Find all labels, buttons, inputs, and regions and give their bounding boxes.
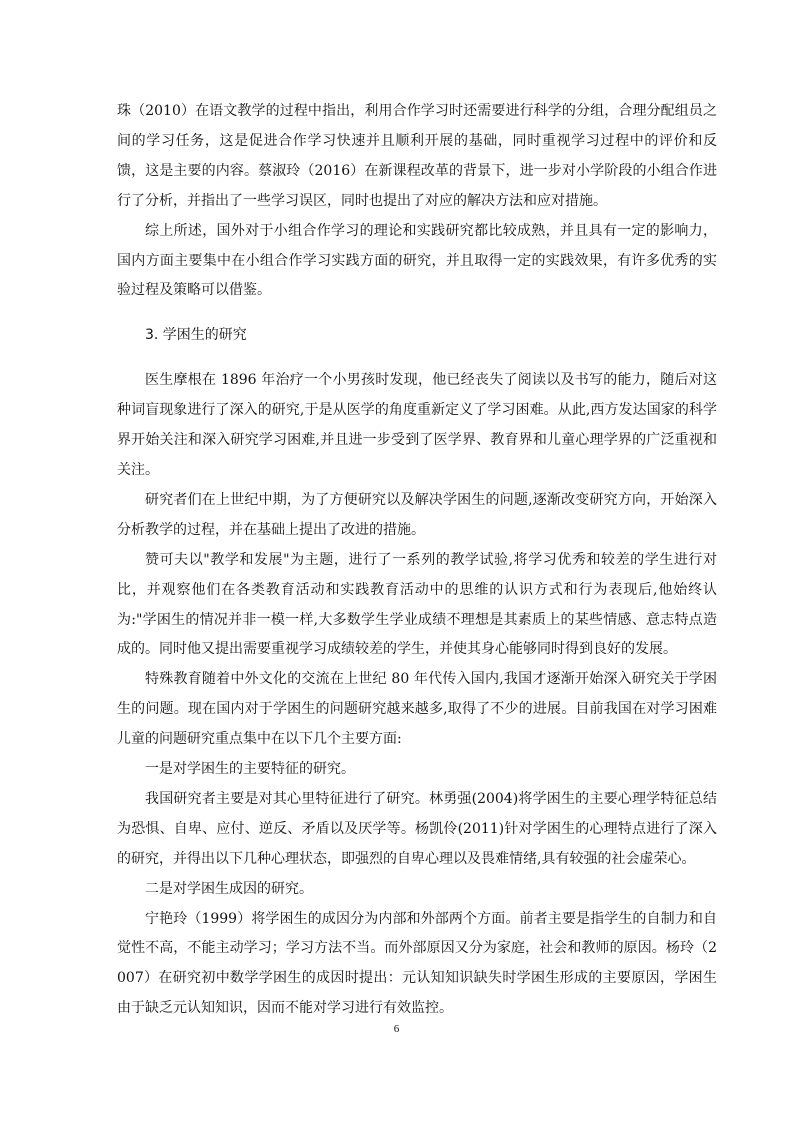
- page-number: 6: [393, 1023, 400, 1035]
- paragraph-point-one: 一是对学困生的主要特征的研究。: [145, 761, 355, 778]
- paragraph-point-two: 二是对学困生成因的研究。: [145, 880, 313, 897]
- paragraph-characteristics: 我国研究者主要是对其心里特征进行了研究。林勇强(2004)将学困生的主要心理学特征总结为恐惧、自卑、应付、逆反、矛盾以及厌学等。杨凯伶(2011)针对学困生的心理特点进行了深入的研究，并得出以下几种心理状态，即强烈的自卑心理以及畏难情绪,具有较强的社会虚荣心。: [117, 790, 717, 867]
- paragraph-special-education: 特殊教育随着中外文化的交流在上世纪 80 年代传入国内,我国才逐渐开始深入研究关于学困生的问题。现在国内对于学困生的问题研究越来越多,取得了不少的进展。目前我国在对学习困难儿童的问题研究重点集中在以下几个主要方面:: [117, 671, 717, 748]
- paragraph-summary: 综上所述，国外对于小组合作学习的理论和实践研究都比较成熟，并且具有一定的影响力，国内方面主要集中在小组合作学习实践方面的研究，并且取得一定的实践效果，有许多优秀的实验过程及策略可以借鉴。: [117, 222, 717, 299]
- paragraph-zankov: 赞可夫以"教学和发展"为主题，进行了一系列的教学试验,将学习优秀和较差的学生进行对比，并观察他们在各类教育活动和实践教育活动中的思维的认识方式和行为表现后,他始终认为:"学困生的情况并非一模一样,大多数学生学业成绩不理想是其素质上的某些情感、意志特点造成的。同时他又提出需要重视学习成绩较差的学生，并使其身心能够同时得到良好的发展。: [117, 551, 717, 658]
- paragraph-morgan: 医生摩根在 1896 年治疗一个小男孩时发现，他已经丧失了阅读以及书写的能力，随后对这种词盲现象进行了深入的研究,于是从医学的角度重新定义了学习困难。从此,西方发达国家的科学界开始关注和深入研究学习困难,并且进一步受到了医学界、教育界和儿童心理学界的广泛重视和关注。: [117, 372, 717, 478]
- paragraph-continued: 珠（2010）在语文教学的过程中指出，利用合作学习时还需要进行科学的分组，合理分配组员之间的学习任务，这是促进合作学习快速并且顺利开展的基础，同时重视学习过程中的评价和反馈，这是主要的内容。蔡淑玲（2016）在新课程改革的背景下，进一步对小学阶段的小组合作进行了分析，并指出了一些学习误区，同时也提出了对应的解决方法和应对措施。: [117, 103, 717, 209]
- section-heading: 3. 学困生的研究: [145, 327, 247, 344]
- paragraph-mid-century: 研究者们在上世纪中期，为了方便研究以及解决学困生的问题,逐渐改变研究方向，开始深入分析教学的过程，并在基础上提出了改进的措施。: [117, 491, 717, 538]
- document-body: [117, 97, 717, 1024]
- paragraph-causes: 宁艳玲（1999）将学困生的成因分为内部和外部两个方面。前者主要是指学生的自制力和自觉性不高，不能主动学习；学习方法不当。而外部原因又分为家庭，社会和教师的原因。杨玲（2007）在研究初中数学学困生的成因时提出：元认知知识缺失时学困生形成的主要原因，学困生由于缺乏元认知知识，因而不能对学习进行有效监控。: [117, 910, 717, 1017]
